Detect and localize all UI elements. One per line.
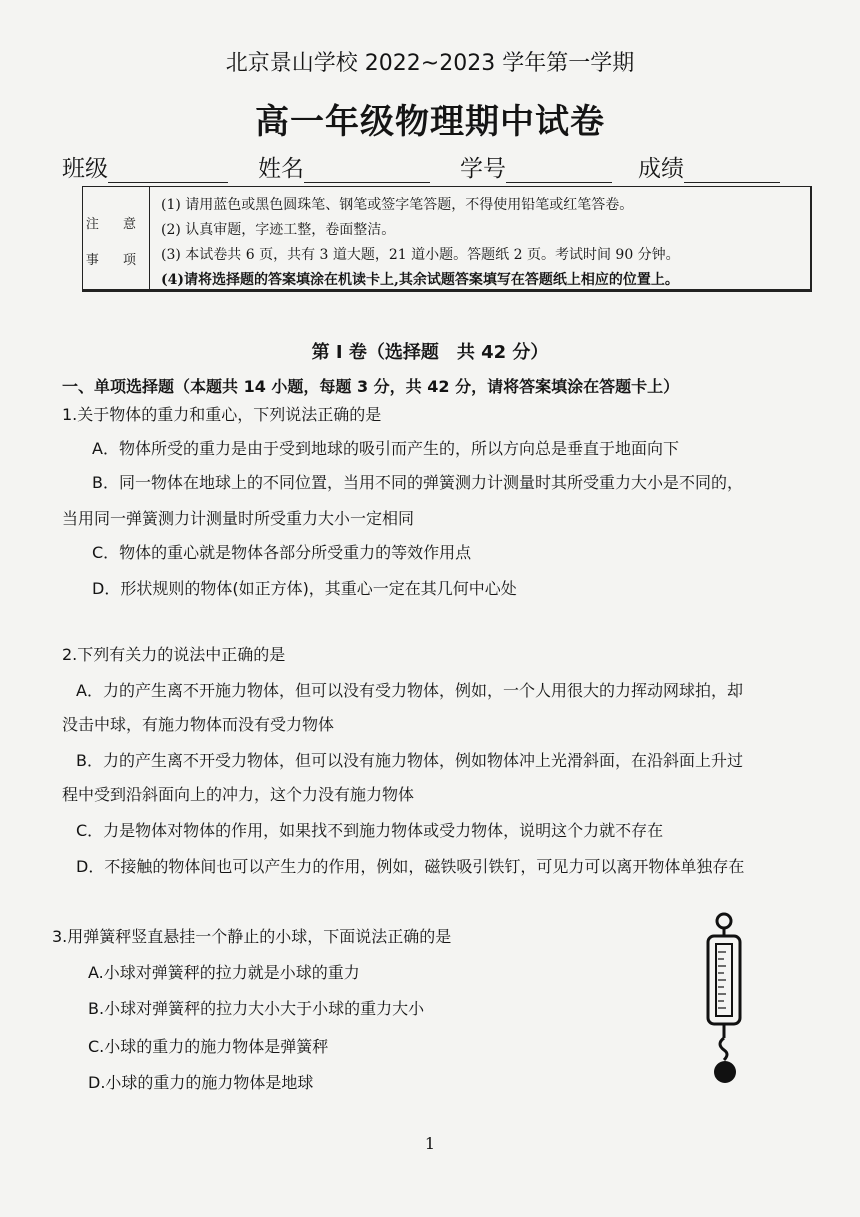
question-1-option-b: B．同一物体在地球上的不同位置，当用不同的弹簧测力计测量时其所受重力大小是不同的，	[92, 473, 743, 492]
name-field[interactable]	[258, 150, 430, 183]
question-1-option-b-cont: 当用同一弹簧测力计测量时所受重力大小一定相同	[62, 509, 415, 528]
question-3-option-d: D.小球的重力的施力物体是地球	[88, 1073, 314, 1092]
name-blank[interactable]	[304, 158, 430, 183]
section-subtitle: 一、单项选择题（本题共 14 小题，每题 3 分，共 42 分，请将答案填涂在答题卡上）	[62, 377, 680, 396]
question-2-option-a: A．力的产生离不开施力物体，但可以没有受力物体，例如，一个人用很大的力挥动网球拍，却	[76, 681, 743, 700]
score-label: 成绩	[638, 156, 684, 182]
notice-box	[82, 186, 812, 292]
question-2-option-c: C．力是物体对物体的作用，如果找不到施力物体或受力物体，说明这个力就不存在	[76, 821, 664, 840]
score-blank[interactable]	[684, 158, 780, 183]
notice-label-line-2: 事 项	[85, 253, 147, 268]
student-id-blank[interactable]	[506, 158, 612, 183]
class-blank[interactable]	[108, 158, 228, 183]
school-term-heading: 北京景山学校 2022~2023 学年第一学期	[225, 51, 635, 76]
notice-label	[83, 187, 150, 289]
question-3-stem: 3.用弹簧秤竖直悬挂一个静止的小球，下面说法正确的是	[52, 927, 452, 946]
spring-scale-illustration	[698, 912, 754, 1090]
question-2-option-b: B．力的产生离不开受力物体，但可以没有施力物体，例如物体冲上光滑斜面，在沿斜面上升过	[76, 751, 743, 770]
page-number: 1	[424, 1134, 436, 1153]
question-2-option-b-cont: 程中受到沿斜面向上的冲力，这个力没有施力物体	[62, 785, 415, 804]
notice-label-line-1: 注 意	[85, 217, 147, 232]
question-1-option-c: C．物体的重心就是物体各部分所受重力的等效作用点	[92, 543, 472, 562]
section-title: 第 I 卷（选择题 共 42 分）	[311, 342, 549, 363]
question-3-option-b: B.小球对弹簧秤的拉力大小大于小球的重力大小	[88, 999, 425, 1018]
question-3-option-c: C.小球的重力的施力物体是弹簧秤	[88, 1037, 329, 1056]
question-2-option-d: D．不接触的物体间也可以产生力的作用，例如，磁铁吸引铁钉，可见力可以离开物体单独存在	[76, 857, 745, 876]
notice-line: (4)请将选择题的答案填涂在机读卡上,其余试题答案填写在答题纸上相应的位置上。	[161, 272, 679, 288]
question-3-option-a: A.小球对弹簧秤的拉力就是小球的重力	[88, 963, 360, 982]
name-label: 姓名	[258, 156, 304, 182]
question-1-option-d: D．形状规则的物体(如正方体)，其重心一定在其几何中心处	[92, 579, 517, 598]
class-label: 班级	[62, 156, 108, 182]
question-2-option-a-cont: 没击中球，有施力物体而没有受力物体	[62, 715, 335, 734]
exam-title: 高一年级物理期中试卷	[255, 102, 605, 142]
notice-line: (2) 认真审题，字迹工整，卷面整洁。	[161, 222, 396, 238]
question-2-stem: 2.下列有关力的说法中正确的是	[62, 645, 286, 664]
class-field[interactable]	[62, 150, 228, 183]
notice-line: (3) 本试卷共 6 页，共有 3 道大题，21 道小题。答题纸 2 页。考试时间 90 分钟。	[161, 247, 680, 263]
notice-lines	[161, 193, 680, 293]
question-1-option-a: A．物体所受的重力是由于受到地球的吸引而产生的，所以方向总是垂直于地面向下	[92, 439, 679, 458]
score-field[interactable]	[638, 150, 780, 183]
student-info-row	[62, 150, 802, 184]
student-id-field[interactable]	[460, 150, 612, 183]
question-1-stem: 1.关于物体的重力和重心，下列说法正确的是	[62, 405, 382, 424]
student-id-label: 学号	[460, 156, 506, 182]
notice-line: (1) 请用蓝色或黑色圆珠笔、钢笔或签字笔答题，不得使用铅笔或红笔答卷。	[161, 197, 634, 213]
